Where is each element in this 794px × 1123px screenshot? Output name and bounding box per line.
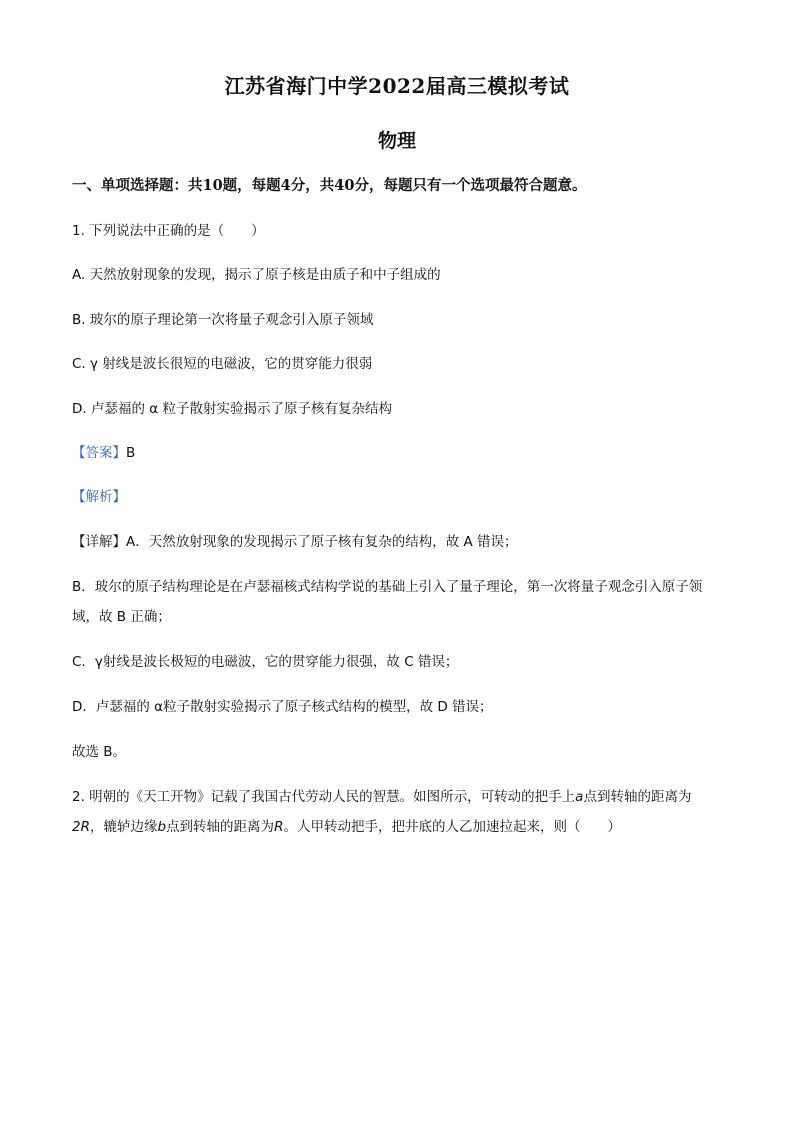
answer-line: [72, 444, 722, 462]
question-1-stem: 1. 下列说法中正确的是（ ）: [72, 223, 265, 239]
question-2-line-1: [72, 788, 722, 806]
analysis-tag: 【解析】: [72, 489, 126, 505]
detail-a-line: [72, 533, 722, 551]
q2-line2-post: 。人甲转动把手，把井底的人乙加速拉起来，则（ ）: [283, 819, 621, 835]
detail-b-line-1: B．玻尔的原子结构理论是在卢瑟福核式结构学说的基础上引入了量子理论，第一次将量子观念引入原子领: [72, 579, 703, 595]
question-1-option-c: C. γ 射线是波长很短的电磁波，它的贯穿能力很弱: [72, 356, 373, 372]
detail-d-line: D．卢瑟福的 α粒子散射实验揭示了原子核式结构的模型，故 D 错误；: [72, 699, 493, 715]
q2-var-a: a: [575, 789, 584, 805]
detail-tag: 【详解】: [72, 534, 126, 550]
q2-line1-pre: 2. 明朝的《天工开物》记载了我国古代劳动人民的智慧。如图所示，可转动的把手上: [72, 789, 576, 805]
q2-line2-mid2: 点到转轴的距离为: [166, 819, 275, 835]
q2-var-r: R: [274, 819, 284, 835]
answer-tag: 【答案】: [72, 445, 126, 461]
answer-value: B: [126, 445, 136, 461]
section-heading: 一、单项选择题：共10题，每题4分，共40分，每题只有一个选项最符合题意。: [72, 177, 587, 194]
conclusion-line: 故选 B。: [72, 744, 127, 760]
q2-var-b: b: [157, 819, 167, 835]
question-2-line-2: [72, 818, 722, 836]
detail-a-text: A．天然放射现象的发现揭示了原子核有复杂的结构，故 A 错误；: [126, 534, 518, 550]
q2-value-2r: 2R: [72, 819, 90, 835]
q2-line1-post: 点到转轴的距离为: [583, 789, 692, 805]
question-1-option-a: A. 天然放射现象的发现，揭示了原子核是由质子和中子组成的: [72, 267, 441, 283]
detail-c-line: C．γ射线是波长极短的电磁波，它的贯穿能力很强，故 C 错误；: [72, 654, 459, 670]
document-title: 江苏省海门中学2022届高三模拟考试: [224, 74, 570, 98]
subject-title: 物理: [377, 130, 416, 152]
detail-b-line-2: 域，故 B 正确；: [72, 609, 171, 625]
q2-line2-mid1: ，辘轳边缘: [89, 819, 158, 835]
question-1-option-d: D. 卢瑟福的 α 粒子散射实验揭示了原子核有复杂结构: [72, 401, 392, 417]
question-1-option-b: B. 玻尔的原子理论第一次将量子观念引入原子领域: [72, 312, 374, 328]
